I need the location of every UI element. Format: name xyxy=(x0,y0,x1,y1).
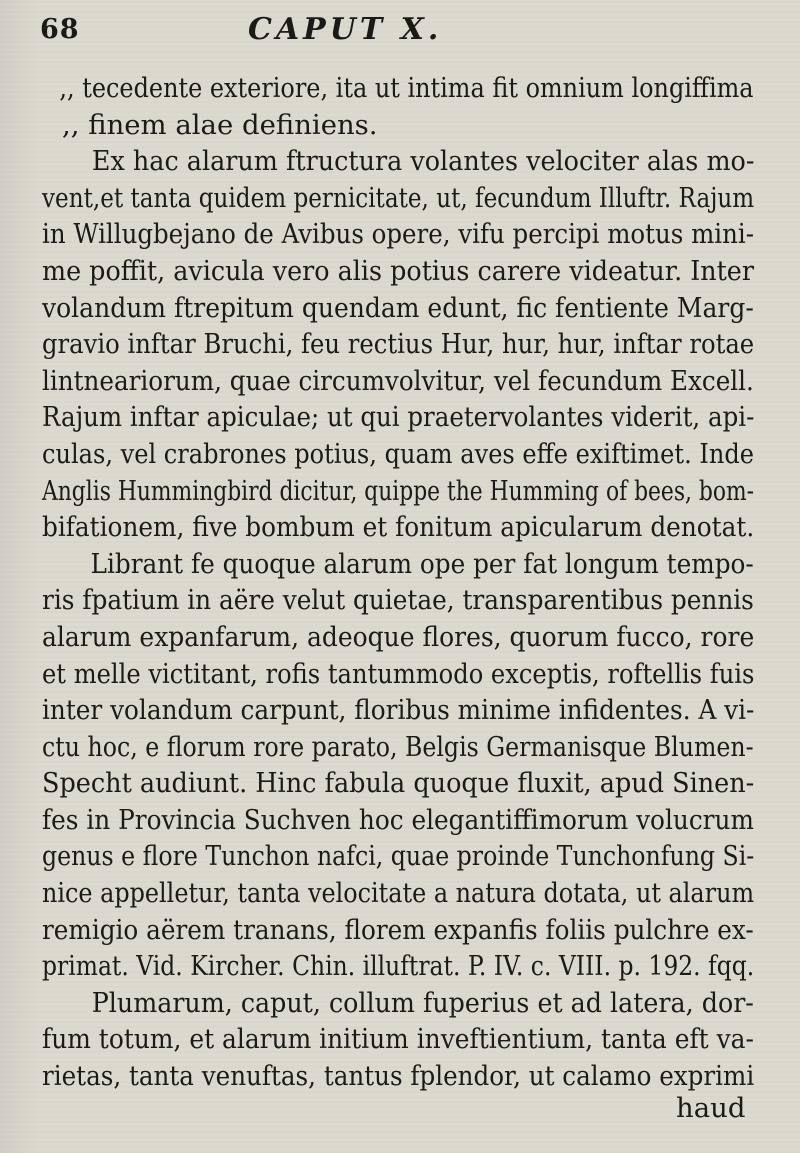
text-line: Ex hac alarum ftructura volantes velociter alas mo- xyxy=(91,145,755,178)
text-line: et melle victitant, rofis tantummodo exceptis, roftellis fuis xyxy=(42,657,755,690)
page-number: 68 xyxy=(40,14,80,45)
text-line: volandum ftrepitum quendam edunt, fic fentiente Marg- xyxy=(42,291,754,324)
text-line: fes in Provincia Suchven hoc elegantiffimorum volucrum xyxy=(42,803,754,836)
text-line: in Willugbejano de Avibus opere, vifu percipi motus mini- xyxy=(42,218,754,251)
text-line: ,, tecedente exteriore, ita ut intima fit omnium longiffima xyxy=(59,72,754,104)
text-line: vent,et tanta quidem pernicitate, ut, fecundum Illuftr. Rajum xyxy=(42,181,755,214)
text-line: gravio inftar Bruchi, feu rectius Hur, hur, hur, inftar rotae xyxy=(42,328,755,361)
text-line: genus e flore Tunchon nafci, quae proinde Tunchonfung Si- xyxy=(42,840,755,873)
text-line: ctu hoc, e florum rore parato, Belgis Germanisque Blumen- xyxy=(42,730,754,763)
text-line: ,, finem alae definiens. xyxy=(62,108,378,141)
text-line: bifationem, five bombum et fonitum apicularum denotat. xyxy=(42,511,755,544)
text-line: Librant fe quoque alarum ope per fat longum tempo- xyxy=(90,547,754,580)
catchword: haud xyxy=(676,1092,746,1124)
text-line: inter volandum carpunt, floribus minime infidentes. A vi- xyxy=(42,694,755,727)
text-line: fum totum, et alarum initium inveftientium, tanta eft va- xyxy=(42,1023,754,1056)
text-line: ris fpatium in aëre velut quietae, transparentibus pennis xyxy=(42,584,754,617)
text-line: rietas, tanta venuftas, tantus fplendor, ut calamo exprimi xyxy=(42,1060,755,1093)
text-line: Plumarum, caput, collum fuperius et ad latera, dor- xyxy=(91,986,754,1019)
text-line: nice appelletur, tanta velocitate a natura dotata, ut alarum xyxy=(42,877,755,910)
text-line: Rajum inftar apiculae; ut qui praetervolantes viderit, api- xyxy=(42,401,755,434)
page-header xyxy=(36,8,756,60)
text-line: Anglis Hummingbird dicitur, quippe the Humming of bees, bom- xyxy=(42,474,755,507)
running-head: CAPUT X. xyxy=(248,12,443,47)
text-line: primat. Vid. Kircher. Chin. illuftrat. P. IV. c. VIII. p. 192. fqq. xyxy=(42,950,755,983)
text-line: culas, vel crabrones potius, quam aves effe exiftimet. Inde xyxy=(42,437,755,470)
text-line: me poffit, avicula vero alis potius carere videatur. Inter xyxy=(42,254,754,287)
text-line: lintneariorum, quae circumvolvitur, vel fecundum Excell. xyxy=(42,364,754,397)
body-text xyxy=(42,70,762,1095)
text-line: Specht audiunt. Hinc fabula quoque fluxit, apud Sinen- xyxy=(42,767,755,800)
text-line: alarum expanfarum, adeoque flores, quorum fucco, rore xyxy=(42,620,755,653)
text-line: remigio aërem tranans, florem expanfis foliis pulchre ex- xyxy=(42,913,754,946)
